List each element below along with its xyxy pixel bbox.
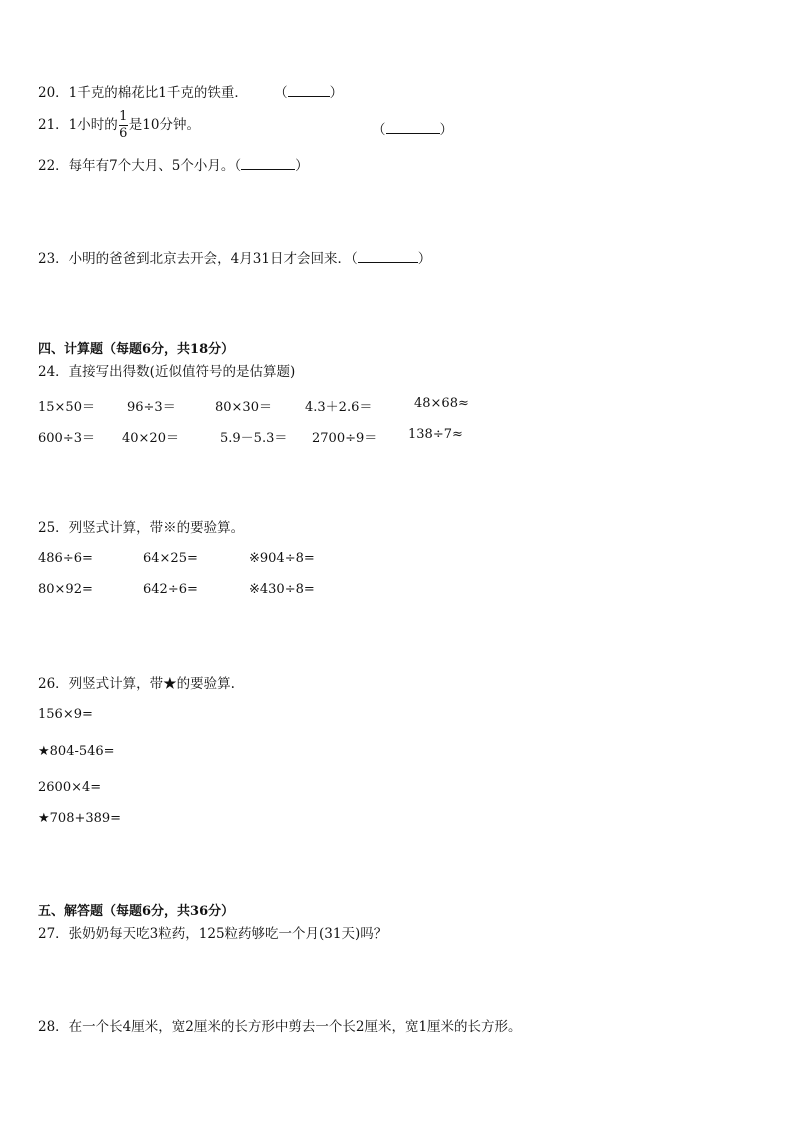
answer-blank-22[interactable] xyxy=(241,156,295,170)
question-24-title: 24．直接写出得数(近似值符号的是估算题) xyxy=(38,364,296,380)
calc-item: 80×30＝ xyxy=(215,400,272,415)
question-21-suffix: 是10分钟。 xyxy=(128,117,200,133)
answer-paren-close: ） xyxy=(329,85,344,101)
question-21-answer xyxy=(372,120,453,139)
calc-item: 40×20＝ xyxy=(122,431,179,446)
question-23 xyxy=(38,249,431,268)
answer-blank-21[interactable] xyxy=(386,120,440,134)
question-23-text: 23．小明的爸爸到北京去开会，4月31日才会回来． xyxy=(38,251,351,267)
answer-paren-close: ） xyxy=(295,158,309,174)
answer-paren-close: ） xyxy=(417,251,432,267)
question-27: 27．张奶奶每天吃3粒药，125粒药够吃一个月(31天)吗？ xyxy=(38,926,388,942)
fraction-one-sixth xyxy=(119,110,128,141)
question-26-title: 26．列竖式计算，带★的要验算. xyxy=(38,676,235,692)
fraction-denominator: 6 xyxy=(119,126,128,141)
answer-paren-open: （ xyxy=(234,158,242,174)
calc-item: 138÷7≈ xyxy=(408,427,463,442)
calc-item: 600÷3＝ xyxy=(38,431,95,446)
question-22 xyxy=(38,156,309,175)
question-20 xyxy=(38,83,343,102)
calc-item: 5.9－5.3＝ xyxy=(220,431,288,446)
answer-blank-23[interactable] xyxy=(358,249,418,263)
calc-item: 486÷6= xyxy=(38,551,93,566)
question-20-text: 20．1千克的棉花比1千克的铁重． xyxy=(38,85,248,101)
calc-item: 80×92= xyxy=(38,582,93,597)
calc-item: ※904÷8= xyxy=(249,551,315,566)
calc-item: 96÷3＝ xyxy=(127,400,176,415)
question-21 xyxy=(38,110,200,141)
calc-item: 15×50＝ xyxy=(38,400,95,415)
answer-paren-open: （ xyxy=(372,122,386,138)
section-5-heading: 五、解答题（每题6分，共36分） xyxy=(38,904,235,919)
question-28: 28．在一个长4厘米，宽2厘米的长方形中剪去一个长2厘米，宽1厘米的长方形。 xyxy=(38,1019,522,1035)
calc-item: 2600×4= xyxy=(38,780,102,795)
calc-item: ※430÷8= xyxy=(249,582,315,597)
calc-item: 48×68≈ xyxy=(414,396,469,411)
calc-item: 4.3＋2.6＝ xyxy=(305,400,373,415)
calc-item: 642÷6= xyxy=(143,582,198,597)
calc-item: ★804-546= xyxy=(38,744,115,759)
answer-paren-open: （ xyxy=(274,85,288,101)
question-21-prefix: 21．1小时的 xyxy=(38,117,118,133)
answer-paren-close: ） xyxy=(439,122,453,138)
question-25-title: 25．列竖式计算，带※的要验算。 xyxy=(38,520,245,536)
fraction-numerator: 1 xyxy=(119,109,128,124)
section-4-heading: 四、计算题（每题6分，共18分） xyxy=(38,342,235,357)
answer-paren-open: （ xyxy=(350,251,358,267)
question-22-text: 22．每年有7个大月、5个小月。 xyxy=(38,158,235,174)
answer-blank-20[interactable] xyxy=(288,83,330,97)
calc-item: 2700÷9＝ xyxy=(312,431,378,446)
calc-item: 156×9= xyxy=(38,707,93,722)
calc-item: 64×25= xyxy=(143,551,198,566)
calc-item: ★708+389= xyxy=(38,811,122,826)
